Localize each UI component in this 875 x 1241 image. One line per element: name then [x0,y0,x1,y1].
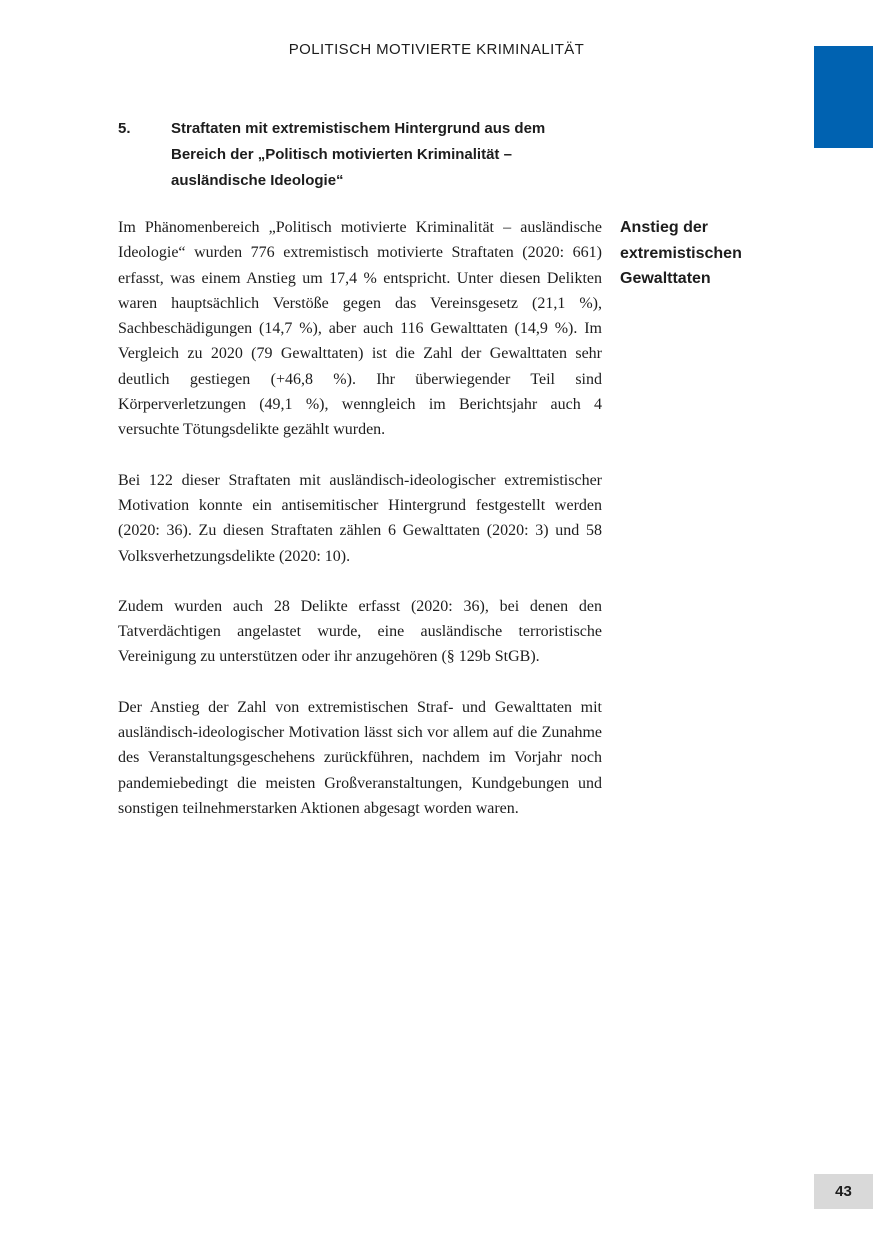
paragraph: Zudem wurden auch 28 Delikte erfasst (2020: 36), bei denen den Tatverdächtigen angelastet wurde, eine ausländische terroristische Vereinigung zu unterstützen oder ihr anzugehören (§ 129b StGB). [118,597,602,666]
paragraph: Bei 122 dieser Straftaten mit ausländisch-ideologischer extremistischer Motivation konnte ein antisemitischer Hintergrund festgestellt werden (2020: 36). Zu diesen Straftaten zählen 6 Gewalttaten (2020: 3) und 58 Volksverhetzungsdelikte (2020: 10). [118,471,602,565]
running-header: POLITISCH MOTIVIERTE KRIMINALITÄT [288,41,585,58]
page-number: 43 [814,1174,873,1209]
chapter-tab-marker [814,46,873,148]
margin-note-line: Anstieg der [620,219,709,236]
margin-note-line: Gewalttaten [620,270,711,287]
body-text [118,215,602,846]
section-title-line: Straftaten mit extremistischem Hintergrund aus dem [171,120,546,137]
section-title-line: Bereich der „Politisch motivierten Kriminalität – [171,146,512,163]
paragraph: Im Phänomenbereich „Politisch motivierte Kriminalität – ausländische Ideologie“ wurden 776 extremistisch motivierte Straftaten (2020: 661) erfasst, was einem Anstieg um 17,4 % entspricht. Unter diesen Delikten waren hauptsächlich Verstöße gegen das Vereinsgesetz (21,1 %), Sachbeschädigungen (14,7 %), aber auch 116 Gewalttaten (14,9 %). Im Vergleich zu 2020 (79 Gewalttaten) ist die Zahl der Gewalttaten sehr deutlich gestiegen (+46,8 %). Ihr überwiegender Teil sind Körperverletzungen (49,1 %), wenngleich im Berichtsjahr auch 4 versuchte Tötungsdelikte gezählt wurden. [118,219,602,439]
margin-note [620,215,770,292]
section-number: 5. [118,120,131,137]
margin-note-line: extremistischen [620,244,742,262]
section-title-line: ausländische Ideologie“ [171,172,344,189]
section-title [171,116,581,194]
paragraph: Der Anstieg der Zahl von extremistischen Straf- und Gewalttaten mit ausländisch-ideologischer Motivation lässt sich vor allem auf die Zunahme des Veranstaltungsgeschehens zurückführen, nachdem im Vorjahr noch pandemiebedingt die meisten Großveranstaltungen, Kundgebungen und sonstigen teilnehmerstarken Aktionen abgesagt worden waren. [118,698,602,817]
